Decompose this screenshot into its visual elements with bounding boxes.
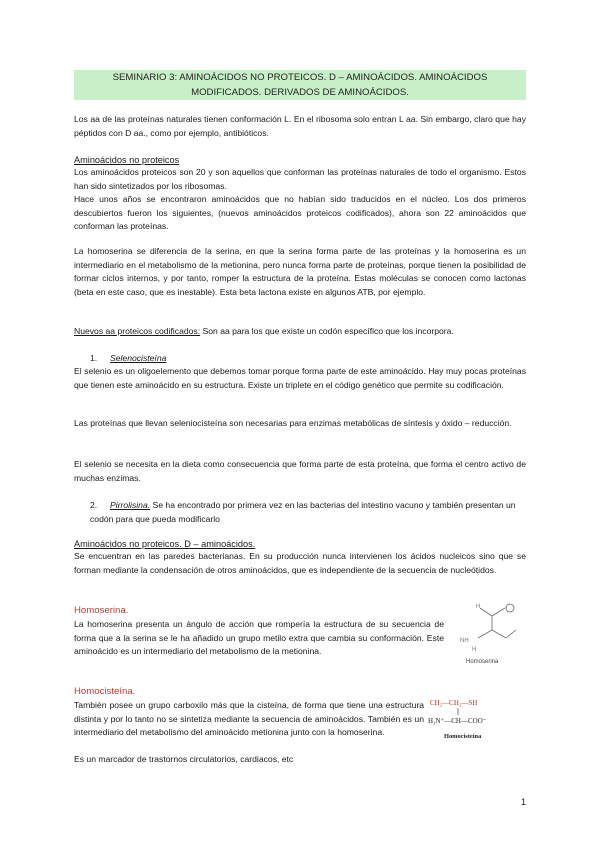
homoserina-paragraph: La homoserina presenta un ángulo de acción que rompería la estructura de su secuencia de forma que a la serina se le ha añadido un grupo metilo extra que cambia su conformación. Este aminoácido es un intermediario del metabolismo de la metionina. [74,619,444,657]
pirrolisina-text: Se ha encontrado por primera vez en las bacterias del intestino vacuno y también presentan un codón para que pueda modificarlo [90,500,516,524]
intro-paragraph: Los aa de las proteínas naturales tienen conformación L. En el ribosoma solo entran L aa. Sin embargo, claro que hay péptidos con D aa., como por ejemplo, antibióticos. [74,114,526,138]
atom-label: H [476,604,481,610]
selenocisteina-paragraph-1: El selenio es un oligoelemento que debemos tomar porque forma parte de este aminoácido. Hay muy pocas proteínas que tienen este aminoácido en su estructura. Existe un triplete en el código genético que permite su codificación. [74,366,526,390]
figure-caption: Homocisteína [444,733,482,740]
title-line-2: MODIFICADOS. DERIVADOS DE AMINOÁCIDOS. [191,87,409,98]
selenocisteina-paragraph-2: Las proteínas que llevan seleniocisteína son necesarias para enzimas metabólicas de síntesis y óxido – reducción. [74,418,512,428]
homocisteina-structure-figure [428,692,528,742]
page-number: 1 [520,797,526,807]
selenocisteina-paragraph-3: El selenio se necesita en la dieta como consecuencia que forma parte de esta proteína, que forma el centro activo de muchas enzimas. [74,459,526,483]
section-heading-nuevos: Nuevos aa proteicos codificados: [74,326,201,336]
formula-bottom: H₃N⁺—CH—COO⁻ [428,717,487,725]
section-heading-homocisteina: Homocisteína. [74,686,136,697]
homoserina-structure-figure [450,596,528,666]
title-line-1: SEMINARIO 3: AMINOÁCIDOS NO PROTEICOS. D – AMINOÁCIDOS. AMINOÁCIDOS [112,72,488,83]
homocisteina-paragraph-1: También posee un grupo carboxilo más que la cisteína, de forma que tiene una estructura distinta y por lo tanto no se sintetiza mediante la secuencia de aminoácidos. También es un intermediario del metabolismo del aminoácido metionina junto con la homoserina. [74,700,424,738]
nuevos-heading-rest: Son aa para los que existe un codón específico que los incorpora. [200,326,454,336]
list-label: Pirrolisina. [110,500,151,510]
list-label: Selenocisteína [110,353,167,363]
d-aminoacidos-paragraph: Se encuentran en las paredes bacterianas. En su producción nunca intervienen los ácidos nucleicos sino que se forman mediante la condensación de otros aminoácidos, que es independiente de la secuencia de nucleótidos. [74,551,526,575]
page-title [74,70,526,100]
no-proteicos-paragraph-1: Los aminoácidos proteicos son 20 y son aquellos que conforman las proteínas naturales de todo el organismo. Estos han sido sintetizados por los ribosomas. [74,167,526,191]
list-item-pirrolisina [90,499,526,526]
section-heading-homoserina: Homoserina. [74,605,129,616]
no-proteicos-paragraph-2: Hace unos años se encontraron aminoácidos que no habían sido traducidos en el núcleo. Los dos primeros descubiertos fueron los siguientes, (nuevos aminoácidos proteicos codificados), ahora son 22 aminoácidos que conforman las proteínas. [74,194,526,232]
no-proteicos-paragraph-3: La homoserina se diferencia de la serina, en que la serina forma parte de las proteínas y la homoserina es un intermediario en el metabolismo de la metionina, pero nunca forma parte de proteínas, porque tienen la posibilidad de formar ciclos internos, y por tanto, romper la estructura de la proteína. Estas moléculas se conocen como lactonas (beta en este caso, que es inestable). Esta beta lactona existe en algunos ATB, por ejemplo. [74,246,526,297]
figure-caption: Homoserina [466,659,499,665]
atom-label: NH [460,638,469,644]
list-number: 2. [90,500,98,510]
homocisteina-paragraph-2: Es un marcador de trastornos circulatorios, cardiacos, etc [74,754,294,764]
section-heading-d-aminoacidos: Aminoácidos no proteicos. D – aminoácidos. [74,539,256,549]
atom-label: H [472,647,477,653]
formula-top: CH₂—CH₂—SH [430,699,478,707]
section-heading-no-proteicos: Aminoácidos no proteicos [74,155,180,165]
list-item-selenocisteina [90,352,166,366]
list-number: 1. [90,353,98,363]
nuevos-aa-paragraph [74,325,526,339]
